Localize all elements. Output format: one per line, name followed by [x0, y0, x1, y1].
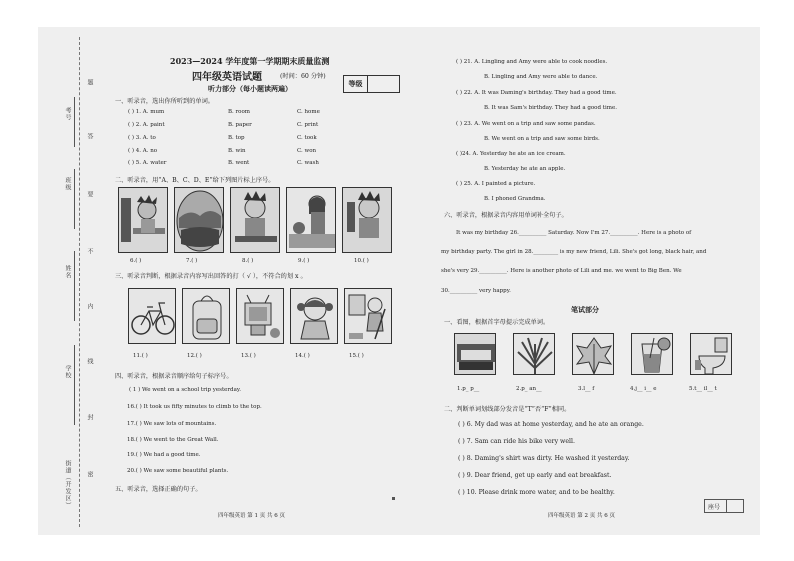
s1-option-b: B. went: [228, 160, 250, 166]
exam-no-line: [74, 97, 75, 147]
boy-reading-picture: [118, 187, 168, 253]
doll-picture: [290, 288, 338, 344]
section1-heading: 一、听录音，选出你所听到的单词。: [115, 98, 214, 105]
girl-cleaning-picture: [344, 288, 392, 344]
page-divider-dot: [392, 497, 395, 500]
w1-label-5: 5.t__ il__ t: [689, 386, 717, 392]
s2-label-6: 6.( ): [130, 258, 142, 264]
s2-label-7: 7.( ): [186, 258, 198, 264]
robot-picture: [236, 288, 284, 344]
seal-word: 密: [86, 471, 93, 478]
s5-item-22b: B. It was Sam's birthday. They had a good time.: [484, 105, 617, 111]
schoolbag-picture: [182, 288, 230, 344]
s1-item-1: ( ) 1. A. mum: [128, 109, 165, 115]
w2-item-6: ( ) 6. My dad was at home yesterday, and he ate an orange.: [458, 421, 644, 428]
right-page-footer: 四年级英语 第 2 页 共 6 页: [548, 513, 615, 519]
class-line: [74, 169, 75, 229]
plant-picture: [513, 333, 555, 375]
s4-item-16: 16.( ) It took us fifty minutes to climb to the top.: [127, 404, 262, 410]
section6-heading: 六、听录音，根据录音内容用单词补全句子。: [444, 212, 568, 219]
s1-option-c: C. took: [297, 135, 317, 141]
s4-item-19: 19.( ) We had a good time.: [127, 452, 201, 458]
s5-item-22a: ( ) 22. A. It was Daming's birthday. They had a good time.: [456, 90, 617, 96]
s1-option-c: C. won: [297, 148, 317, 154]
section3-heading: 三、听录音判断，根据录音内容写出回答的打（ √ ），不符合的划 x 。: [115, 273, 307, 280]
exam-subtitle: 四年级英语试题: [192, 72, 262, 83]
district-label: 街道（开发区）: [64, 460, 71, 509]
s1-option-b: B. win: [228, 148, 246, 154]
class-label: 班级: [64, 177, 71, 191]
name-line: [74, 251, 75, 321]
mother-cooking-picture: [286, 187, 336, 253]
s6-line-4: 30.__________ very happy.: [441, 288, 511, 294]
s1-option-b: B. top: [228, 135, 245, 141]
boy-phone-picture: [342, 187, 392, 253]
grade-label: 等级: [344, 76, 368, 92]
w1-label-3: 3.l__ f: [578, 386, 595, 392]
s2-label-8: 8.( ): [242, 258, 254, 264]
s1-option-c: C. home: [297, 109, 320, 115]
s5-item-24b: B. Yesterday he ate an apple.: [484, 166, 566, 172]
seal-word: 封: [86, 414, 93, 421]
s4-item-20: 20.( ) We saw some beautiful plants.: [127, 468, 229, 474]
s3-label-11: 11.( ): [133, 353, 148, 359]
seal-word: 要: [86, 191, 93, 198]
written-part-title: 笔试部分: [571, 305, 599, 314]
w1-label-4: 4.j__ i__ e: [630, 386, 657, 392]
s2-label-10: 10.( ): [354, 258, 369, 264]
s3-label-12: 12.( ): [187, 353, 202, 359]
s6-line-3: she's very 29.__________. Here is another photo of Lili and me. we went to Big Ben. We: [441, 268, 682, 274]
s1-item-4: ( ) 4. A. no: [128, 148, 158, 154]
s5-item-21a: ( ) 21. A. Lingling and Amy were able to cook noodles.: [456, 59, 608, 65]
s5-item-25a: ( ) 25. A. I painted a picture.: [456, 181, 536, 187]
s5-item-25b: B. I phoned Grandma.: [484, 196, 546, 202]
school-line: [74, 345, 75, 425]
name-label: 姓名: [64, 265, 71, 279]
s5-item-23a: ( ) 23. A. We went on a trip and saw some pandas.: [456, 121, 596, 127]
written2-heading: 二、判断单词划线部分发音是“T”否“F”相同。: [444, 406, 571, 413]
s4-item-17: 17.( ) We saw lots of mountains.: [127, 421, 217, 427]
s1-option-c: C. print: [297, 122, 319, 128]
seal-word: 线: [86, 358, 93, 365]
boy-eating-picture: [230, 187, 280, 253]
paper-picture: [454, 333, 496, 375]
s1-item-2: ( ) 2. A. paint: [128, 122, 165, 128]
juice-picture: [631, 333, 673, 375]
s3-label-15: 15.( ): [349, 353, 364, 359]
s1-option-c: C. wash: [297, 160, 319, 166]
s5-item-21b: B. Lingling and Amy were able to dance.: [484, 74, 598, 80]
s1-item-3: ( ) 3. A. to: [128, 135, 156, 141]
listening-title: 听力部分（每小题读两遍）: [208, 84, 292, 93]
exam-title: 2023—2024 学年度第一学期期末质量监测: [170, 56, 330, 66]
s1-option-b: B. paper: [228, 122, 252, 128]
grade-box[interactable]: [343, 75, 400, 93]
seat-number-box[interactable]: [704, 499, 744, 513]
s1-option-b: B. room: [228, 109, 251, 115]
seal-word: 内: [86, 303, 93, 310]
s6-line-1: It was my birthday 26.__________ Saturday. Now I'm 27.__________. Here is a photo of: [456, 230, 692, 236]
seal-word: 题: [86, 79, 93, 86]
section2-heading: 二、听录音，用“A、B、C、D、E”给下列图片标上序号。: [115, 177, 275, 184]
exam-no-label: 考号: [64, 107, 71, 121]
w2-item-7: ( ) 7. Sam can ride his bike very well.: [458, 438, 575, 445]
seat-number-label: 座号: [708, 504, 721, 511]
w2-item-8: ( ) 8. Daming's shirt was dirty. He washed it yesterday.: [458, 455, 630, 462]
w2-item-9: ( ) 9. Dear friend, get up early and eat breakfast.: [458, 472, 612, 479]
school-label: 学校: [64, 365, 71, 379]
w1-label-1: 1.p_ p__: [457, 386, 480, 392]
s4-example: ( 1 ) We went on a school trip yesterday.: [129, 387, 241, 393]
seat-number-divider: [726, 500, 727, 512]
s4-item-18: 18.( ) We went to the Great Wall.: [127, 437, 219, 443]
time-note: (时间：60 分钟): [280, 73, 326, 80]
section4-heading: 四、听录音，根据录音顺序给句子标序号。: [115, 373, 233, 380]
leaf-picture: [572, 333, 614, 375]
s3-label-14: 14.( ): [295, 353, 310, 359]
s1-item-5: ( ) 5. A. water: [128, 160, 167, 166]
written1-heading: 一、看图，根据首字母提示完成单词。: [444, 319, 550, 326]
bicycle-picture: [128, 288, 176, 344]
exam-paper: [38, 27, 760, 535]
toilet-picture: [690, 333, 732, 375]
w1-label-2: 2.p_ an__: [516, 386, 542, 392]
s2-label-9: 9.( ): [298, 258, 310, 264]
s5-item-23b: B. We went on a trip and saw some birds.: [484, 136, 600, 142]
section5-heading: 五、听录音，选择正确的句子。: [115, 486, 202, 493]
landscape-picture: [174, 187, 224, 253]
w2-item-10: ( ) 10. Please drink more water, and to be healthy.: [458, 489, 615, 496]
binding-line: [79, 37, 80, 527]
seal-word: 答: [86, 133, 93, 140]
s6-line-2: my birthday party. The girl in 28._________ is my new friend, Lili. She's got long, black hair, and: [441, 249, 707, 255]
s3-label-13: 13.( ): [241, 353, 256, 359]
s5-item-24a: ( )24. A. Yesterday he ate an ice cream.: [456, 151, 566, 157]
left-page-footer: 四年级英语 第 1 页 共 6 页: [218, 513, 285, 519]
seal-word: 不: [86, 248, 93, 255]
